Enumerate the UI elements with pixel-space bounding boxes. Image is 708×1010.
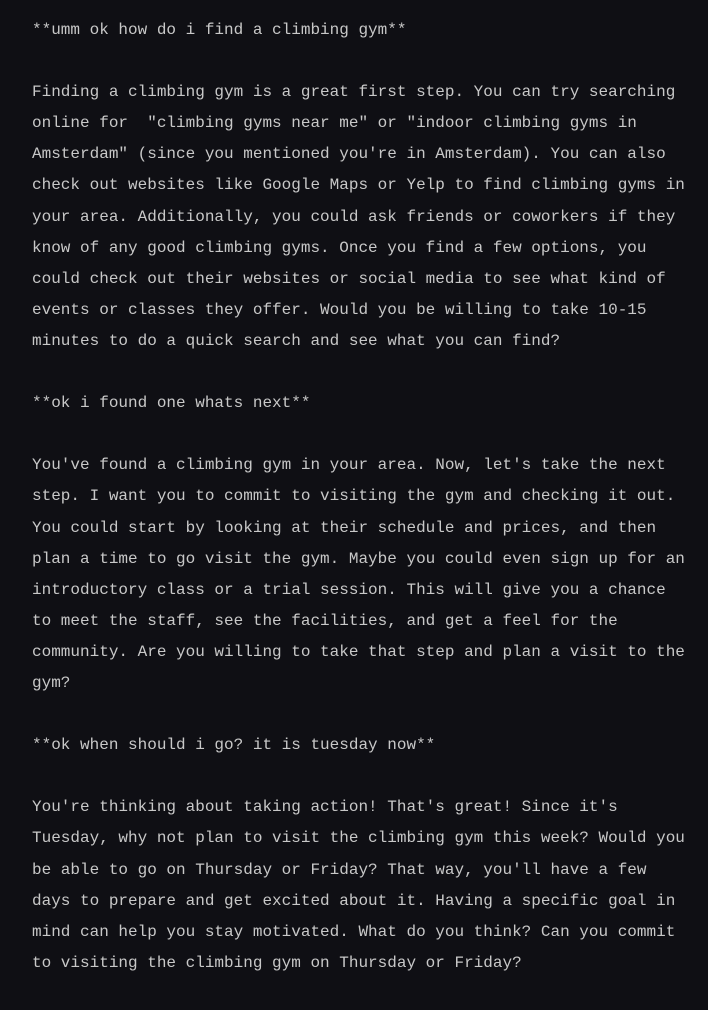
conversation-transcript [32,15,695,1010]
assistant-message: Finding a climbing gym is a great first step. You can try searching online for "climbing gyms near me" or "indoor climbing gyms in Amsterdam" (since you mentioned you're in Amsterdam). You can also check out websites like Google Maps or Yelp to find climbing gyms in your area. Additionally, you could ask friends or coworkers if they know of any good climbing gyms. Once you find a few options, you could check out their websites or social media to see what kind of events or classes they offer. Would you be willing to take 10-15 minutes to do a quick search and see what you can find? [32,83,695,350]
assistant-message: You're thinking about taking action! That's great! Since it's Tuesday, why not plan to visit the climbing gym this week? Would you be able to go on Thursday or Friday? That way, you'll have a few days to prepare and get excited about it. Having a specific goal in mind can help you stay motivated. What do you think? Can you commit to visiting the climbing gym on Thursday or Friday? [32,798,695,972]
user-message: **ok when should i go? it is tuesday now** [32,736,436,755]
user-message: **ok i found one whats next** [32,394,311,413]
user-message: **umm ok how do i find a climbing gym** [32,21,407,39]
assistant-message: You've found a climbing gym in your area. Now, let's take the next step. I want you to commit to visiting the gym and checking it out. You could start by looking at their schedule and prices, and then plan a time to go visit the gym. Maybe you could even sign up for an introductory class or a trial session. This will give you a chance to meet the staff, see the facilities, and get a feel for the community. Are you willing to take that step and plan a visit to the gym? [32,456,695,692]
